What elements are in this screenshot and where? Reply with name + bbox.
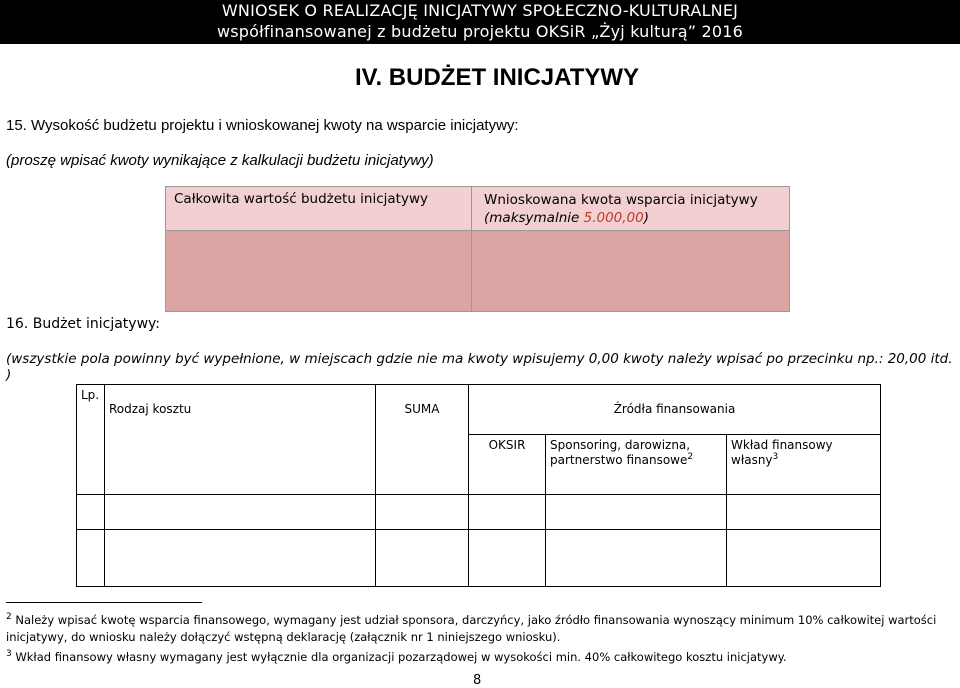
- requested-amount-header: [472, 187, 789, 230]
- cell-oksir[interactable]: [469, 495, 546, 530]
- document-header: [0, 0, 960, 44]
- cell-suma[interactable]: [376, 495, 469, 530]
- total-budget-field[interactable]: [166, 230, 472, 311]
- table-row: [77, 495, 881, 530]
- footnote-2: $^2$ Należy wpisać kwotę wsparcia finansowego, wymagany jest udział sponsora, darczyńcy, jako źródło finansowania wynoszący minimum 10% całkowitej wartości inicjatywy, do wniosku należy dołączyć wstępną deklarację (załącznik nr 1 niniejszego wniosku).: [6, 612, 937, 644]
- max-note-suffix: ): [643, 210, 650, 226]
- cost-table: [76, 384, 881, 587]
- max-amount: 5.000,00: [583, 210, 644, 226]
- header-zrodla-finansowania: Źródła finansowania: [469, 385, 881, 435]
- header-lp: Lp.: [77, 385, 105, 495]
- cell-wklad[interactable]: [727, 530, 881, 587]
- total-budget-header: Całkowita wartość budżetu inicjatywy: [166, 187, 472, 230]
- requested-amount-label: Wnioskowana kwota wsparcia inicjatywy: [484, 192, 758, 208]
- header-line-1: WNIOSEK O REALIZACJĘ INICJATYWY SPOŁECZNO-KULTURALNEJ: [221, 1, 739, 20]
- header-wklad-wlasny: Wkład finansowy własny$^3$: [727, 435, 881, 495]
- header-rodzaj-kosztu: Rodzaj kosztu: [105, 385, 376, 495]
- cell-rodzaj[interactable]: [105, 530, 376, 587]
- max-note-prefix: (maksymalnie: [484, 210, 584, 226]
- footnote-3: $^3$ Wkład finansowy własny wymagany jest wyłącznie dla organizacji pozarządowej w wysokości min. 40% całkowitego kosztu inicjatywy.: [6, 648, 787, 664]
- header-suma: SUMA: [376, 385, 469, 495]
- question-15-label: 15. Wysokość budżetu projektu i wnioskowanej kwoty na wsparcie inicjatywy:: [6, 117, 519, 134]
- budget-summary-table: [165, 186, 790, 312]
- cell-sponsoring[interactable]: [546, 530, 727, 587]
- page-number: 8: [473, 673, 482, 688]
- cell-lp[interactable]: [77, 530, 105, 587]
- header-line-2: współfinansowanej z budżetu projektu OKSiR „Żyj kulturą” 2016: [216, 22, 744, 41]
- cell-suma[interactable]: [376, 530, 469, 587]
- section-title: IV. BUDŻET INICJATYWY: [355, 64, 640, 91]
- cell-rodzaj[interactable]: [105, 495, 376, 530]
- footnote-separator: [6, 602, 202, 603]
- cell-sponsoring[interactable]: [546, 495, 727, 530]
- requested-amount-max-note: [484, 209, 789, 227]
- header-oksir: OKSIR: [469, 435, 546, 495]
- table-row: [77, 530, 881, 587]
- footnotes: [6, 609, 956, 666]
- question-16-label: 16. Budżet inicjatywy:: [6, 316, 161, 332]
- question-16-note: (wszystkie pola powinny być wypełnione, w miejscach gdzie nie ma kwoty wpisujemy 0,00 kwoty należy wpisać po przecinku np.: 20,00 itd. ): [6, 351, 953, 383]
- cell-wklad[interactable]: [727, 495, 881, 530]
- question-15-note: (proszę wpisać kwoty wynikające z kalkulacji budżetu inicjatywy): [6, 152, 434, 169]
- cell-lp[interactable]: [77, 495, 105, 530]
- cell-oksir[interactable]: [469, 530, 546, 587]
- header-sponsoring: Sponsoring, darowizna, partnerstwo finansowe$^2$: [546, 435, 727, 495]
- requested-amount-field[interactable]: [472, 230, 789, 311]
